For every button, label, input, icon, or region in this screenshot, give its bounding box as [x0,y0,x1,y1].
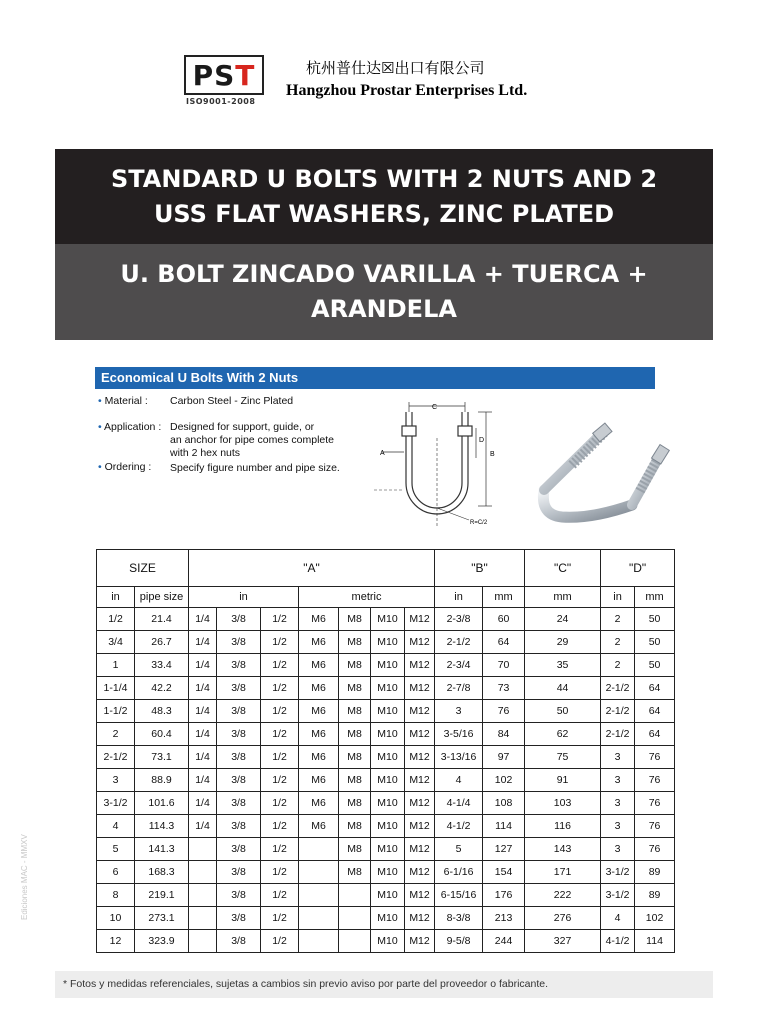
table-cell: 8 [97,884,135,907]
bullet-icon: • [98,421,102,433]
table-header-row-1 [97,550,675,587]
table-cell: 26.7 [135,631,189,654]
table-body [97,608,675,953]
table-cell: 88.9 [135,769,189,792]
table-cell: 3/8 [217,654,261,677]
table-cell: 60.4 [135,723,189,746]
table-cell: 1/2 [261,930,299,953]
section-title: Economical U Bolts With 2 Nuts [95,367,655,389]
table-cell: 213 [483,907,525,930]
side-credit: Ediciones MAC - MMXV [20,834,29,920]
table-cell: M10 [371,723,405,746]
table-cell [339,884,371,907]
table-cell: 1/2 [261,838,299,861]
dimension-label-d: D [479,437,485,444]
table-cell: M6 [299,792,339,815]
table-row [97,861,675,884]
table-cell: M10 [371,907,405,930]
subheader-c-mm: mm [525,587,601,608]
table-cell: M8 [339,769,371,792]
table-cell: 108 [483,792,525,815]
table-cell: 89 [635,861,675,884]
table-cell: M6 [299,631,339,654]
table-cell: 1/2 [261,700,299,723]
table-cell: 3 [601,769,635,792]
table-cell: 6-1/16 [435,861,483,884]
logo-certification: ISO9001-2008 [186,97,256,106]
dimension-label-r: R=C/2 [470,520,488,526]
table-cell: M8 [339,631,371,654]
table-cell: M8 [339,815,371,838]
table-cell: 29 [525,631,601,654]
table-cell: 4 [435,769,483,792]
table-cell: 50 [635,631,675,654]
bullet-icon: • [98,395,102,407]
table-row [97,654,675,677]
table-cell: M12 [405,769,435,792]
table-cell: 3/8 [217,769,261,792]
table-cell: 70 [483,654,525,677]
table-cell: M12 [405,631,435,654]
table-row [97,631,675,654]
table-cell: 168.3 [135,861,189,884]
table-cell: 89 [635,884,675,907]
table-cell: 1/4 [189,792,217,815]
application-row [98,421,161,433]
table-cell: 76 [483,700,525,723]
subheader-pipe-size: pipe size [135,587,189,608]
title-banner-spanish [55,244,713,340]
spec-table [96,549,675,953]
footnote: * Fotos y medidas referenciales, sujetas a cambios sin previo aviso por parte del proveedor o fabricante. [55,971,713,998]
table-cell [189,930,217,953]
table-cell: 42.2 [135,677,189,700]
table-cell: M12 [405,907,435,930]
table-cell: M10 [371,884,405,907]
table-cell: M12 [405,608,435,631]
table-cell [299,930,339,953]
table-header-row-2 [97,587,675,608]
table-cell: 171 [525,861,601,884]
table-cell: 73.1 [135,746,189,769]
table-cell: M10 [371,654,405,677]
table-cell [299,884,339,907]
table-cell: 50 [635,654,675,677]
table-cell: M8 [339,654,371,677]
table-cell: M10 [371,700,405,723]
table-cell: 1/4 [189,654,217,677]
table-cell: 3-1/2 [601,861,635,884]
table-cell [299,861,339,884]
table-cell: 276 [525,907,601,930]
table-cell [189,861,217,884]
application-line-2: an anchor for pipe comes complete [170,434,335,446]
table-cell: 1/2 [261,608,299,631]
table-cell: 84 [483,723,525,746]
table-cell: 1/2 [97,608,135,631]
table-cell: 3/8 [217,723,261,746]
table-cell: 323.9 [135,930,189,953]
table-cell: 219.1 [135,884,189,907]
table-cell: 3/8 [217,792,261,815]
table-cell: 76 [635,769,675,792]
table-cell: 114 [483,815,525,838]
table-cell: 1-1/2 [97,700,135,723]
table-cell: M12 [405,838,435,861]
table-cell [189,838,217,861]
table-cell: 1/2 [261,769,299,792]
application-line-1: Designed for support, guide, or [170,421,315,433]
table-cell: 4 [601,907,635,930]
table-row [97,700,675,723]
table-cell: 64 [483,631,525,654]
title-english: STANDARD U BOLTS WITH 2 NUTS AND 2 USS FLAT WASHERS, ZINC PLATED [110,164,658,228]
table-cell: 4-1/2 [601,930,635,953]
table-row [97,930,675,953]
table-cell: M6 [299,769,339,792]
table-cell: 6-15/16 [435,884,483,907]
table-cell: 2-1/2 [601,700,635,723]
table-cell: M8 [339,746,371,769]
table-cell [189,884,217,907]
table-row [97,815,675,838]
header-b: "B" [435,550,525,587]
subheader-b-in: in [435,587,483,608]
u-bolt-photo [512,395,684,537]
material-value: Carbon Steel - Zinc Plated [170,395,294,407]
table-cell: 1/2 [261,884,299,907]
table-cell: 222 [525,884,601,907]
table-cell: M8 [339,792,371,815]
table-cell: M10 [371,631,405,654]
subheader-a-in: in [189,587,299,608]
table-cell: 2-1/2 [601,677,635,700]
ordering-row [98,461,151,473]
table-cell: 60 [483,608,525,631]
table-cell: 35 [525,654,601,677]
table-cell [189,907,217,930]
title-banner-english [55,149,713,244]
table-cell: 3-1/2 [97,792,135,815]
table-cell: 1/4 [189,769,217,792]
table-cell: 1/2 [261,677,299,700]
table-cell: 4 [97,815,135,838]
table-cell: 3-13/16 [435,746,483,769]
table-cell: 1/2 [261,792,299,815]
table-cell: M12 [405,930,435,953]
logo-text: PST [192,58,256,92]
table-cell: 101.6 [135,792,189,815]
table-cell: M8 [339,861,371,884]
table-cell: 1/2 [261,746,299,769]
material-row [98,395,148,407]
table-cell [339,907,371,930]
table-cell: 3 [435,700,483,723]
table-cell: 141.3 [135,838,189,861]
table-cell: 114.3 [135,815,189,838]
table-cell: 6 [97,861,135,884]
table-cell [299,907,339,930]
table-cell: 1/4 [189,608,217,631]
table-cell: M12 [405,700,435,723]
table-cell: 3/8 [217,815,261,838]
table-row [97,746,675,769]
table-cell: M12 [405,884,435,907]
table-row [97,677,675,700]
table-cell: 12 [97,930,135,953]
table-cell: 1/4 [189,700,217,723]
table-cell: M12 [405,723,435,746]
table-cell: 3-5/16 [435,723,483,746]
table-cell: M8 [339,723,371,746]
table-cell: 3/8 [217,677,261,700]
u-bolt-drawing [374,398,509,533]
subheader-size-in: in [97,587,135,608]
table-cell: M10 [371,838,405,861]
company-logo [184,55,264,95]
table-cell: M6 [299,608,339,631]
table-cell: 64 [635,700,675,723]
table-cell: M12 [405,792,435,815]
table-cell: 44 [525,677,601,700]
table-cell: 2-3/8 [435,608,483,631]
table-cell: 244 [483,930,525,953]
table-cell: 2-1/2 [97,746,135,769]
table-cell: M10 [371,930,405,953]
table-cell: 97 [483,746,525,769]
company-name-english: Hangzhou Prostar Enterprises Ltd. [286,82,528,99]
table-row [97,884,675,907]
table-cell: 3/8 [217,608,261,631]
header-d: "D" [601,550,675,587]
table-cell: 4-1/2 [435,815,483,838]
table-cell: 62 [525,723,601,746]
table-cell: 4-1/4 [435,792,483,815]
table-cell: M8 [339,677,371,700]
dimension-label-a: A [380,450,385,457]
table-cell: 273.1 [135,907,189,930]
subheader-d-mm: mm [635,587,675,608]
table-cell: 3/8 [217,930,261,953]
table-cell: 1/4 [189,631,217,654]
title-spanish: U. BOLT ZINCADO VARILLA + TUERCA + ARANDELA [120,260,648,323]
table-cell: M12 [405,677,435,700]
table-cell: 102 [483,769,525,792]
table-cell: 3/4 [97,631,135,654]
table-cell: M8 [339,700,371,723]
table-cell: 2-1/2 [601,723,635,746]
subheader-b-mm: mm [483,587,525,608]
table-cell: 1/4 [189,677,217,700]
table-cell: 76 [635,746,675,769]
ordering-value: Specify figure number and pipe size. [170,462,340,474]
table-cell: 33.4 [135,654,189,677]
table-cell: 64 [635,723,675,746]
table-cell: 3/8 [217,746,261,769]
table-cell: 1/4 [189,815,217,838]
table-cell: 1/2 [261,861,299,884]
header-a: "A" [189,550,435,587]
table-cell: 327 [525,930,601,953]
table-cell: 3 [601,746,635,769]
table-row [97,838,675,861]
table-row [97,792,675,815]
table-cell: 75 [525,746,601,769]
table-cell: 50 [635,608,675,631]
table-cell: 3/8 [217,884,261,907]
table-cell: 5 [97,838,135,861]
table-cell: 9-5/8 [435,930,483,953]
table-cell: M6 [299,746,339,769]
table-cell: 103 [525,792,601,815]
table-cell: 91 [525,769,601,792]
table-cell: 5 [435,838,483,861]
table-cell: 116 [525,815,601,838]
table-cell: 24 [525,608,601,631]
table-cell: M10 [371,861,405,884]
table-cell: 3/8 [217,861,261,884]
table-cell: 1/2 [261,815,299,838]
table-cell: 3-1/2 [601,884,635,907]
dimension-label-c: C [432,404,438,411]
table-cell: 3 [601,792,635,815]
table-cell: 21.4 [135,608,189,631]
subheader-a-metric: metric [299,587,435,608]
table-cell: M6 [299,654,339,677]
table-cell: 102 [635,907,675,930]
table-cell: 3 [601,815,635,838]
company-name-chinese: 杭州普仕达☒出口有限公司 [306,59,485,77]
header-c: "C" [525,550,601,587]
table-cell: 3/8 [217,907,261,930]
table-cell: M10 [371,769,405,792]
table-cell: 76 [635,838,675,861]
table-cell: 1/4 [189,723,217,746]
table-cell: 48.3 [135,700,189,723]
table-cell: 3/8 [217,838,261,861]
table-cell: 3/8 [217,631,261,654]
table-cell: 50 [525,700,601,723]
table-cell: M8 [339,608,371,631]
table-cell: 2 [601,654,635,677]
header-size: SIZE [97,550,189,587]
table-cell: 3 [601,838,635,861]
table-cell: M8 [339,838,371,861]
table-cell: M6 [299,677,339,700]
table-row [97,907,675,930]
application-label: Application : [104,421,162,433]
table-cell: 1/2 [261,723,299,746]
table-cell: 176 [483,884,525,907]
table-cell: 2 [601,631,635,654]
subheader-d-in: in [601,587,635,608]
table-cell: M6 [299,700,339,723]
table-cell: 2-3/4 [435,654,483,677]
table-cell: 8-3/8 [435,907,483,930]
table-row [97,769,675,792]
table-cell: M10 [371,815,405,838]
table-cell: M10 [371,792,405,815]
bullet-icon: • [98,461,102,473]
table-row [97,608,675,631]
table-cell: M6 [299,723,339,746]
table-cell: 76 [635,815,675,838]
material-label: Material : [104,395,148,407]
table-cell: 1 [97,654,135,677]
table-cell: 1/2 [261,654,299,677]
table-cell: 1/4 [189,746,217,769]
table-cell: 73 [483,677,525,700]
table-cell: M12 [405,654,435,677]
table-cell: 76 [635,792,675,815]
table-row [97,723,675,746]
table-cell: M6 [299,815,339,838]
table-cell: M12 [405,861,435,884]
table-cell: 3 [97,769,135,792]
table-cell: 154 [483,861,525,884]
table-cell: M10 [371,677,405,700]
table-cell: 114 [635,930,675,953]
table-cell: 2-7/8 [435,677,483,700]
table-cell [299,838,339,861]
table-cell: 64 [635,677,675,700]
table-cell: 10 [97,907,135,930]
application-line-3: with 2 hex nuts [170,447,241,459]
table-cell: 143 [525,838,601,861]
table-cell: 127 [483,838,525,861]
table-cell: M10 [371,746,405,769]
table-cell: 2-1/2 [435,631,483,654]
dimension-label-b: B [490,451,495,458]
ordering-label: Ordering : [104,461,152,473]
table-cell: 1/2 [261,907,299,930]
table-cell: 3/8 [217,700,261,723]
table-cell: M10 [371,608,405,631]
table-cell: M12 [405,746,435,769]
table-cell: M12 [405,815,435,838]
table-cell: 1/2 [261,631,299,654]
table-cell [339,930,371,953]
table-cell: 1-1/4 [97,677,135,700]
table-cell: 2 [601,608,635,631]
table-cell: 2 [97,723,135,746]
